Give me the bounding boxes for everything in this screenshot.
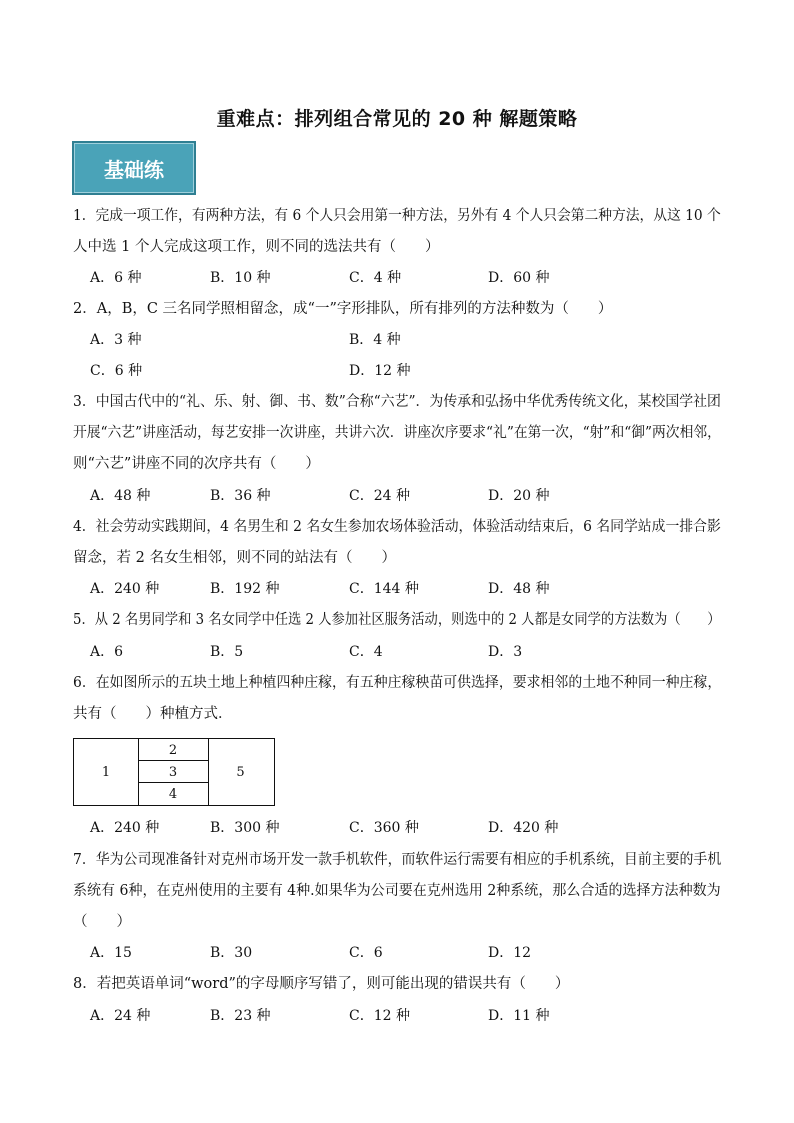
- q1-option-c: C．4 种: [349, 270, 402, 286]
- q7-line2: 系统有 6种，在克州使用的主要有 4种.如果华为公司要在克州选用 2种系统，那么合适的选择方法种数为: [73, 883, 721, 899]
- q8-option-c: C．12 种: [349, 1008, 410, 1024]
- q5-option-d: D．3: [488, 644, 523, 660]
- q7-option-c: C．6: [349, 945, 383, 961]
- plot-4-label: 4: [168, 786, 178, 802]
- q4-option-a: A．240 种: [90, 581, 160, 597]
- q5-option-b: B．5: [210, 644, 244, 660]
- q4-option-c: C．144 种: [349, 581, 419, 597]
- q8-line1: 8．若把英语单词“word”的字母顺序写错了，则可能出现的错误共有（ ）: [73, 976, 570, 992]
- page-title: 重难点：排列组合常见的 20 种 解题策略: [216, 108, 578, 130]
- q1-line2: 人中选 1 个人完成这项工作，则不同的选法共有（ ）: [73, 239, 440, 255]
- plot-5-label: 5: [236, 764, 245, 780]
- q3-option-c: C．24 种: [349, 488, 410, 504]
- q6-line2: 共有（ ）种植方式．: [73, 706, 233, 722]
- q3-option-a: A．48 种: [90, 488, 151, 504]
- land-plots-diagram: [73, 738, 275, 806]
- plot-2-label: 2: [168, 742, 178, 758]
- q6-line1: 6．在如图所示的五块土地上种植四种庄稼，有五种庄稼秧苗可供选择，要求相邻的土地不种同一种庄稼，: [73, 675, 722, 691]
- plot-1-label: 1: [101, 764, 111, 780]
- q2-line1: 2．A，B，C 三名同学照相留念，成“一”字形排队，所有排列的方法种数为（ ）: [73, 301, 613, 317]
- q3-line1: 3．中国古代中的“礼、乐、射、御、书、数”合称“六艺”．为传承和弘扬中华优秀传统文化，某校国学社团: [73, 394, 721, 410]
- q6-option-a: A．240 种: [90, 820, 160, 836]
- q8-option-b: B．23 种: [210, 1008, 271, 1024]
- q1-option-a: A．6 种: [90, 270, 142, 286]
- plot-3-label: 3: [168, 764, 178, 780]
- q3-line3: 则“六艺”讲座不同的次序共有（ ）: [73, 456, 320, 472]
- q2-option-b: B．4 种: [349, 332, 401, 348]
- q3-line2: 开展“六艺”讲座活动，每艺安排一次讲座，共讲六次．讲座次序要求“礼”在第一次，“射”和“御”两次相邻，: [73, 425, 721, 441]
- q7-option-a: A．15: [90, 945, 132, 961]
- q5-option-c: C．4: [349, 644, 383, 660]
- q4-option-d: D．48 种: [488, 581, 550, 597]
- q6-option-b: B．300 种: [210, 820, 280, 836]
- q1-option-b: B．10 种: [210, 270, 271, 286]
- q7-option-d: D．12: [488, 945, 532, 961]
- q1-option-d: D．60 种: [488, 270, 550, 286]
- q4-option-b: B．192 种: [210, 581, 280, 597]
- q3-option-d: D．20 种: [488, 488, 550, 504]
- q4-line1: 4．社会劳动实践期间，4 名男生和 2 名女生参加农场体验活动，体验活动结束后，6 名同学站成一排合影: [73, 519, 721, 535]
- q1-line1: 1．完成一项工作，有两种方法，有 6 个人只会用第一种方法，另外有 4 个人只会第二种方法，从这 10 个: [73, 208, 721, 224]
- q5-line1: 5．从 2 名男同学和 3 名女同学中任选 2 人参加社区服务活动，则选中的 2 人都是女同学的方法数为（ ）: [73, 612, 721, 628]
- q4-line2: 留念，若 2 名女生相邻，则不同的站法有（ ）: [73, 550, 396, 566]
- q2-option-a: A．3 种: [90, 332, 142, 348]
- q3-option-b: B．36 种: [210, 488, 271, 504]
- q5-option-a: A．6: [90, 644, 124, 660]
- q8-option-a: A．24 种: [90, 1008, 151, 1024]
- q8-option-d: D．11 种: [488, 1008, 550, 1024]
- q2-option-c: C．6 种: [90, 363, 143, 379]
- q7-line3: （ ）: [73, 914, 131, 930]
- q2-option-d: D．12 种: [349, 363, 411, 379]
- q6-option-c: C．360 种: [349, 820, 419, 836]
- q7-option-b: B．30: [210, 945, 253, 961]
- q7-line1: 7．华为公司现准备针对克州市场开发一款手机软件，而软件运行需要有相应的手机系统，目前主要的手机: [73, 852, 722, 868]
- q6-option-d: D．420 种: [488, 820, 559, 836]
- section-badge: 基础练: [72, 141, 196, 195]
